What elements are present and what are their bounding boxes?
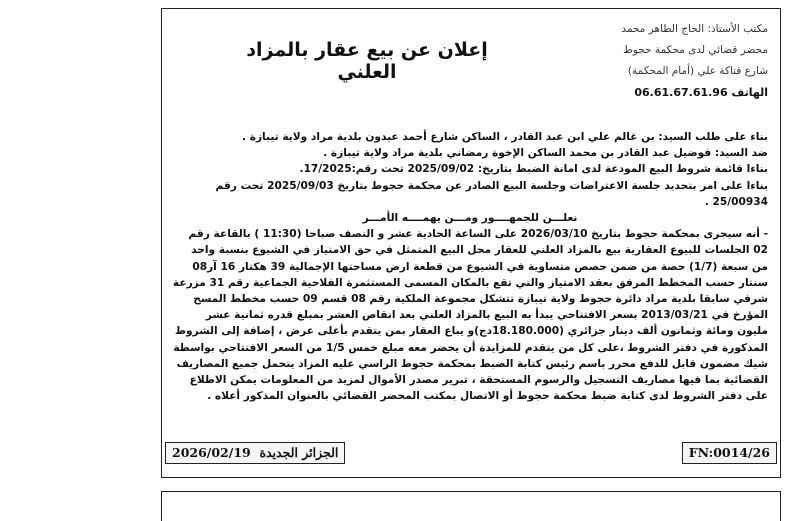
- legal-notice: [161, 8, 781, 478]
- conditions-paragraph: بناءا قائمة شروط البيع المودعة لدى امانة الضبط بتاريخ: 2025/09/02 تحت رقم:17/2025.: [299, 163, 768, 176]
- publication-date: 2026/02/19: [172, 445, 251, 460]
- office-phone: [548, 82, 768, 103]
- office-line: مكتب الأستاذ: الحاج الطاهر محمد: [621, 23, 768, 35]
- phone-label: الهاتف: [731, 86, 768, 99]
- newspaper-name: الجزائر الجديدة: [259, 445, 339, 460]
- order-paragraph: بناءا على امر بتحديد جلسة الاعتراضات وجلسة البيع الصادر عن محكمة حجوط بتاريخ 2025/09/03 تحت رقم 25/00934 .: [215, 179, 768, 208]
- requester-paragraph: بناء على طلب السيد: بن غالم علي ابن عبد القادر ، الساكن شارع أحمد عيدون بلدية مراد ولاية تيبازة .: [241, 131, 768, 143]
- office-line: شارع فتاكة علي (أمام المحكمة): [627, 65, 768, 77]
- next-notice-frame: [161, 491, 781, 521]
- sale-details-paragraph: - أنه سيجرى بمحكمة حجوط بتاريخ 2026/03/10 على الساعة الحادية عشر و النصف صباحا (11:30 ) بالقاعة رقم 02 الجلسات للبيوع العقارية بيع بالمزاد العلني للعقار محل البيع المتمثل في حق الامتياز في الشيوع بنسبة واحد من سبعة (1/7) حصة من ضمن حصص متساوية في الشيوع من قطعة ارض مساحتها الإجمالية 39 هكتار 16 آر08 سنتار حسب المخطط المرفق بعقد الامتياز والتي تقع بالمكان المسمى المستثمرة الفلاحية الجماعية رقم 31 مزرعة شرفي سابقا بلدية مراد دائرة حجوط ولاية تيبازة تتشكل مجموعة الملكية رقم 08 قسم 09 حسب مخطط المسح المؤرخ في 2013/03/21 بسعر الافتتاحي يبدأ به البيع بالمزاد العلني بعد انقاص العشر بمبلغ قدره ثمانية عشر مليون ومائة وثمانون ألف دينار جزائري (18.180.000دج)و يباع العقار بمن يتقدم بأعلى عرض ، إضافة إلى الشروط المذكورة في دفتر الشروط ،على كل من يتقدم للمزايدة أن يحضر معه مبلغ خمس 1/5 من السعر الافتتاحي بواسطة شيك مضمون قابل للدفع محرر باسم رئيس كتابة الضبط بمحكمة حجوط الراسي عليه المزاد يتحمل جميع المصاريف القضائية بما فيها مصاريف التسجيل والرسوم المستحقة ، تبرير مصدر الأموال لمزيد من المعلومات يمكن الاطلاع على دفتر الشروط لدى كتابة ضبط محكمة حجوط أو الاتصال بمكتب المحضر القضائي بالعنوان المذكور أعلاه .: [172, 228, 768, 403]
- notice-body: [172, 129, 768, 404]
- public-announcement: نعلـــن للجمهــــور ومـــن يهمــــه الأمـــر: [362, 212, 578, 225]
- notice-footer: [162, 442, 780, 468]
- phone-number: 06.61.67.61.96: [634, 86, 728, 99]
- defendant-paragraph: ضد السيد: فوضيل عبد القادر بن محمد الساكن الإخوة رمضاني بلدية مراد ولاية تيبازة .: [323, 147, 768, 160]
- bailiff-office-header: [548, 19, 768, 103]
- notice-title: إعلان عن بيع عقار بالمزاد العلني: [246, 39, 488, 83]
- newspaper-box: [165, 442, 345, 464]
- file-number-box: FN:0014/26: [682, 442, 777, 464]
- office-line: محضر قضائي لدى محكمة حجوط: [623, 44, 768, 56]
